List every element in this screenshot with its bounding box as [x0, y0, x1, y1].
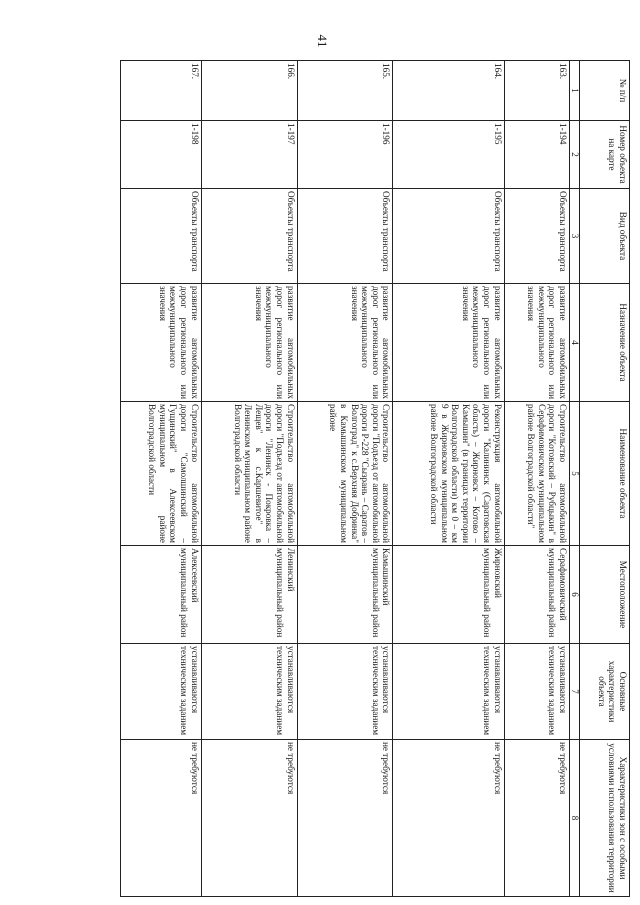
objects-table [120, 60, 630, 897]
col-header-location: Местоположение [579, 546, 629, 644]
cell-location: Ленинский муниципальный район [201, 546, 297, 644]
cell-name: Строительство автомобильной дороги "Самолшинский – Гущинский" в Алексеевском муниципальном районе Волгоградской области [121, 402, 202, 546]
cell-purpose: развитие автомобильных дорог регионального или межмуниципального значения [201, 284, 297, 402]
cell-type: Объекты транспорта [201, 189, 297, 284]
cell-zones: не требуются [393, 740, 504, 897]
cell-name: Реконструкция автомобильной дороги "Калининск (Саратовская область) – Жирновск – Котово – Камышин" (в границах территории Волгоградской области) км 0 – км 9 в Жирновском муниципальном районе Волгоградской области [393, 402, 504, 546]
cell-location: Алексеевский муниципальный район [121, 546, 202, 644]
col-header-zones: Характеристики зон с особыми условиями использования территории [579, 740, 629, 897]
col-number: 1 [569, 61, 579, 121]
col-header-purpose: Назначение объекта [579, 284, 629, 402]
cell-purpose: развитие автомобильных дорог регионального или межмуниципального значения [393, 284, 504, 402]
cell-location: Серафимовичский муниципальный район [504, 546, 569, 644]
cell-purpose: развитие автомобильных дорог регионального или межмуниципального значения [297, 284, 393, 402]
col-header-map-id: Номер объекта на карте [579, 121, 629, 189]
col-header-type: Вид объекта [579, 189, 629, 284]
col-header-num: № п/п [579, 61, 629, 121]
cell-zones: не требуются [297, 740, 393, 897]
cell-purpose: развитие автомобильных дорог регионального или межмуниципального значения [121, 284, 202, 402]
cell-map-id: 1-195 [393, 121, 504, 189]
cell-zones: не требуются [201, 740, 297, 897]
rotated-table-wrapper [120, 60, 630, 896]
col-header-characteristics: Основные характеристики объекта [579, 644, 629, 740]
column-number-row [569, 61, 579, 897]
cell-map-id: 1-194 [504, 121, 569, 189]
table-row [297, 61, 393, 897]
table-row [504, 61, 569, 897]
cell-num: 164. [393, 61, 504, 121]
cell-characteristics: устанавливаются техническим заданием [121, 644, 202, 740]
header-row [579, 61, 629, 897]
cell-characteristics: устанавливаются техническим заданием [297, 644, 393, 740]
cell-purpose: развитие автомобильных дорог регионального или межмуниципального значения [504, 284, 569, 402]
table-row [121, 61, 202, 897]
page-number: 41 [315, 34, 330, 48]
cell-map-id: 1-198 [121, 121, 202, 189]
col-number: 4 [569, 284, 579, 402]
cell-type: Объекты транспорта [504, 189, 569, 284]
col-number: 3 [569, 189, 579, 284]
cell-map-id: 1-197 [201, 121, 297, 189]
cell-location: Камышинский муниципальный район [297, 546, 393, 644]
col-header-name: Наименование объекта [579, 402, 629, 546]
cell-num: 163. [504, 61, 569, 121]
col-number: 8 [569, 740, 579, 897]
col-number: 6 [569, 546, 579, 644]
cell-characteristics: устанавливаются техническим заданием [504, 644, 569, 740]
cell-type: Объекты транспорта [393, 189, 504, 284]
cell-characteristics: устанавливаются техническим заданием [393, 644, 504, 740]
col-number: 5 [569, 402, 579, 546]
table-row [393, 61, 504, 897]
cell-type: Объекты транспорта [297, 189, 393, 284]
cell-num: 165. [297, 61, 393, 121]
cell-num: 166. [201, 61, 297, 121]
col-number: 2 [569, 121, 579, 189]
table-row [201, 61, 297, 897]
cell-type: Объекты транспорта [121, 189, 202, 284]
col-number: 7 [569, 644, 579, 740]
cell-name: Строительство автомобильной дороги "Подъезд от автомобильной дороги Р-228 "Сызрань – Саратов – Волгоград" к с.Верхняя Добринка" в Камышинском муниципальном районе [297, 402, 393, 546]
cell-zones: не требуются [121, 740, 202, 897]
cell-zones: не требуются [504, 740, 569, 897]
cell-name: Строительство автомобильной дороги "Котовский – Рубцыкин" в Серафимовичском муниципальном районе Волгоградской области" [504, 402, 569, 546]
cell-num: 167. [121, 61, 202, 121]
cell-map-id: 1-196 [297, 121, 393, 189]
cell-name: Строительство автомобильной дороги "Подъезд от автомобильной дороги "Ленинск - Покровка – Лещев" к с.Каршевитое" в Ленинском муниципальном районе Волгоградской области [201, 402, 297, 546]
cell-location: Жирновский муниципальный район [393, 546, 504, 644]
cell-characteristics: устанавливаются техническим заданием [201, 644, 297, 740]
